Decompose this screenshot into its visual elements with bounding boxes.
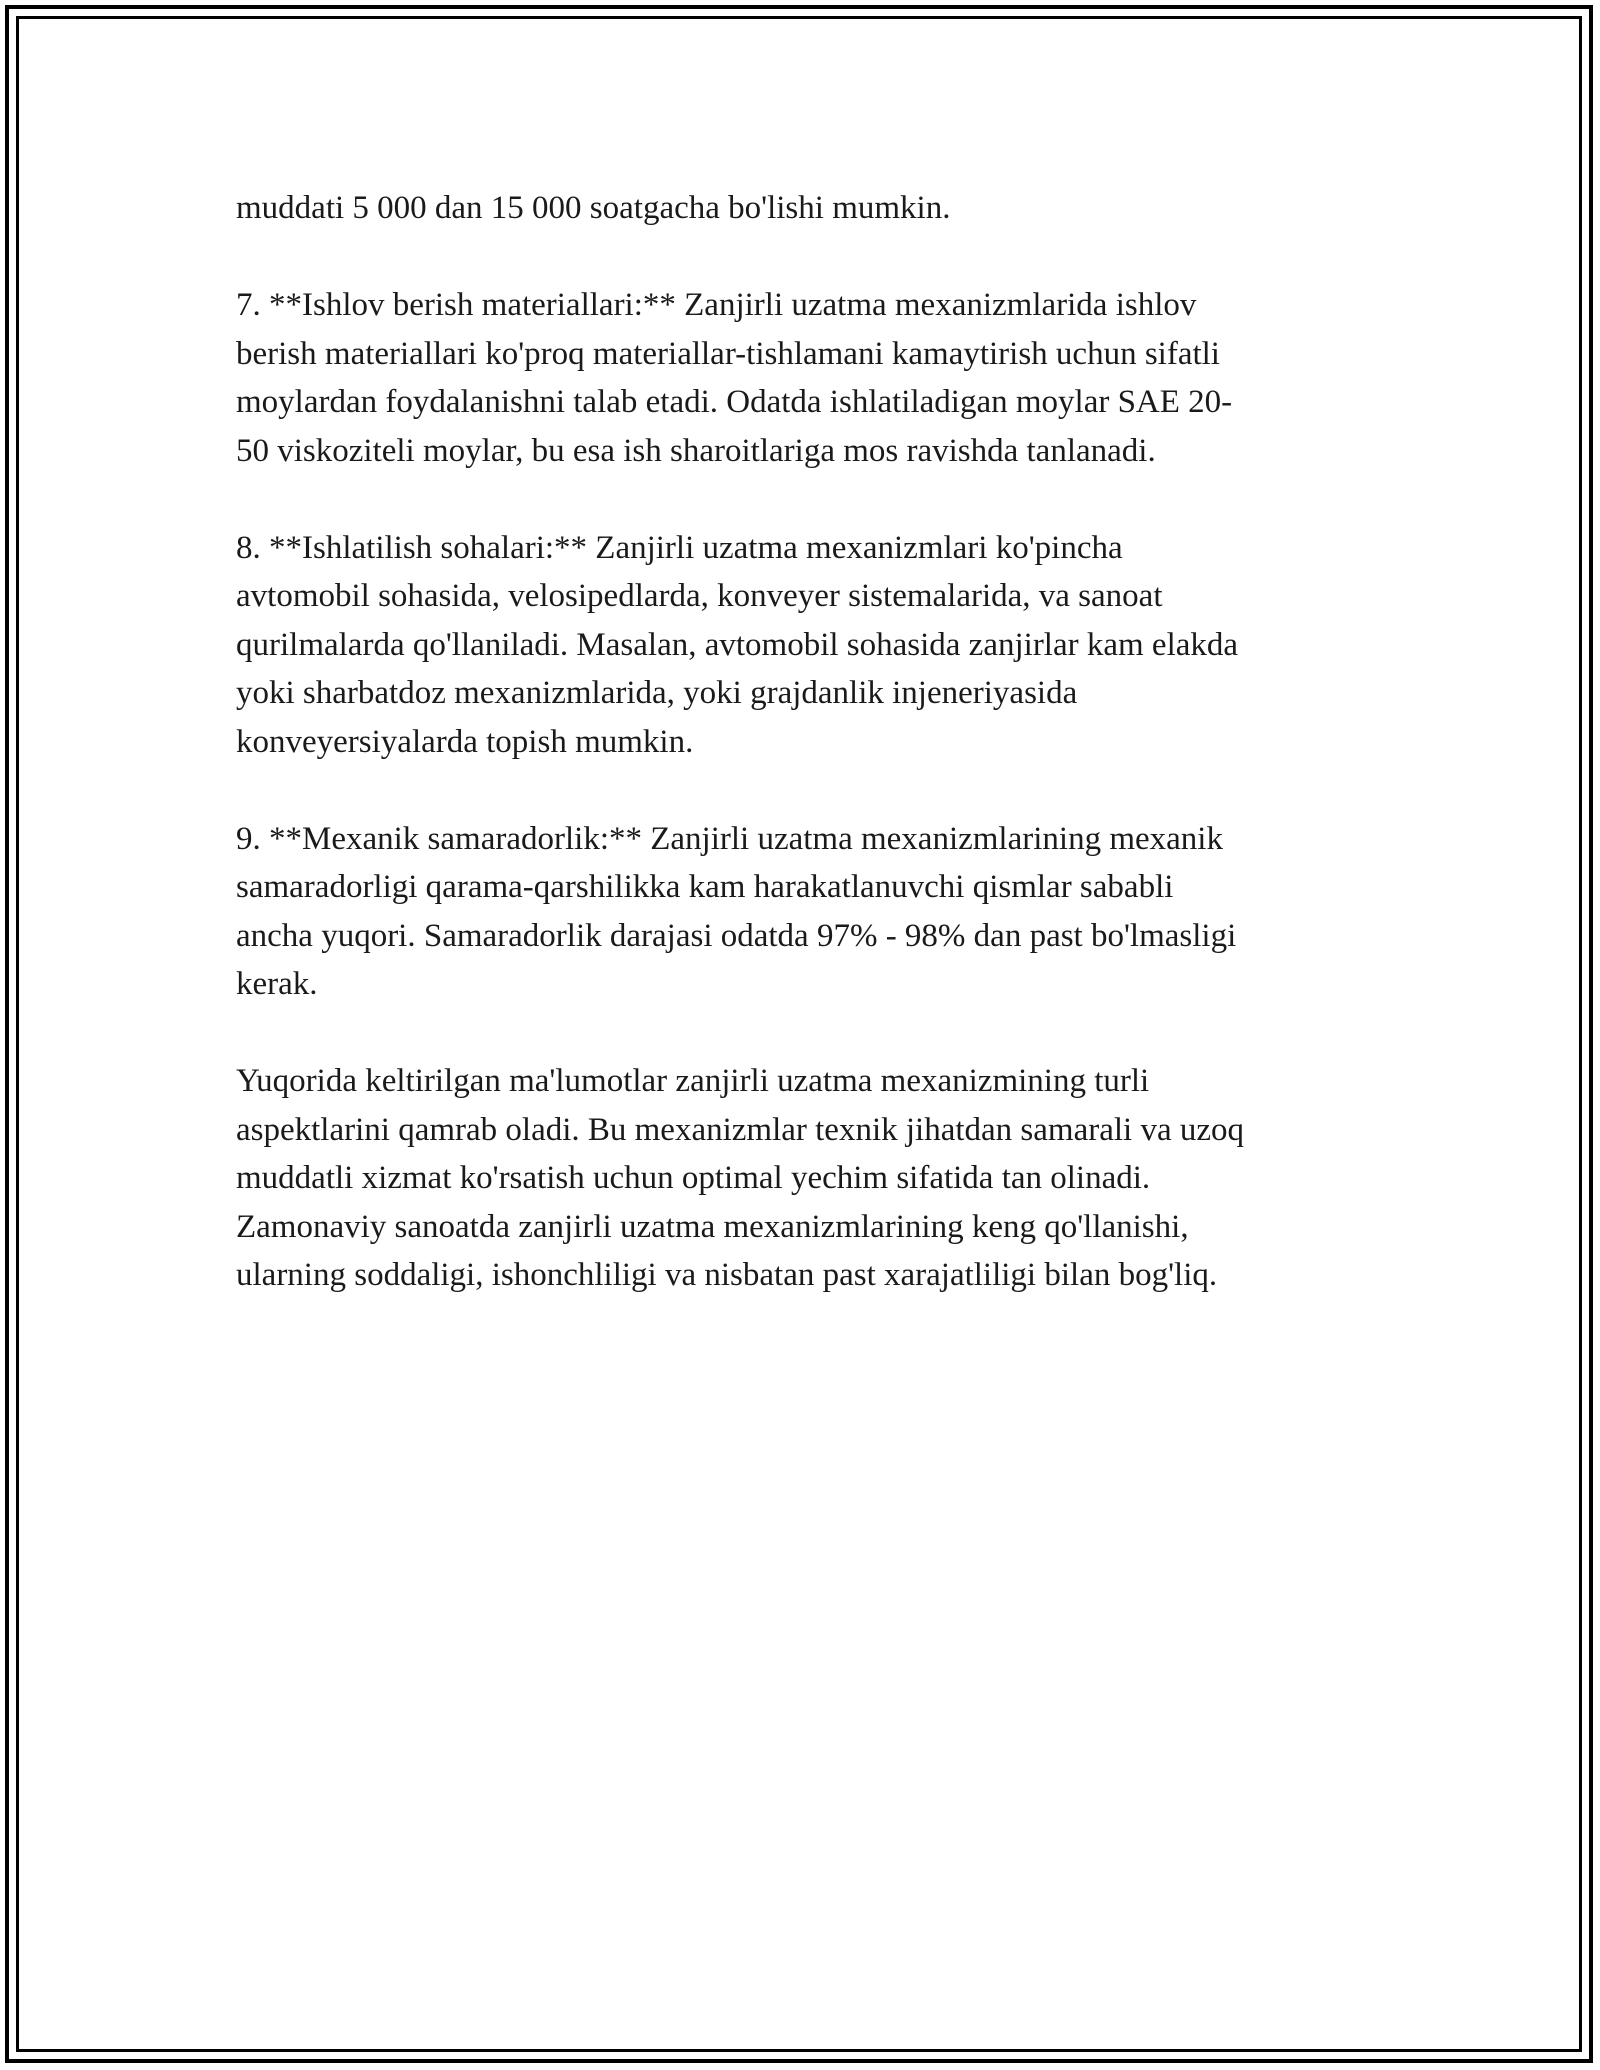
paragraph-item-8: 8. **Ishlatilish sohalari:** Zanjirli uzatma mexanizmlari ko'pincha avtomobil sohasida, velosipedlarda, konveyer sistemalarida, va sanoat qurilmalarda qo'llaniladi. Masalan, avtomobil sohasida zanjirlar kam elakda yoki sharbatdoz mexanizmlarida, yoki grajdanlik injeneriyasida konveyersiyalarda topish mumkin. (236, 529, 1239, 760)
document-body (236, 184, 1366, 1348)
paragraph-item-7: 7. **Ishlov berish materiallari:** Zanjirli uzatma mexanizmlarida ishlov berish materiallari ko'proq materiallar-tishlamani kamaytirish uchun sifatli moylardan foydalanishni talab etadi. Odatda ishlatiladigan moylar SAE 20- 50 viskoziteli moylar, bu esa ish sharoitlariga mos ravishda tanlanadi. (236, 287, 1233, 469)
paragraph-conclusion: Yuqorida keltirilgan ma'lumotlar zanjirli uzatma mexanizmining turli aspektlarini qamrab oladi. Bu mexanizmlar texnik jihatdan samarali va uzoq muddatli xizmat ko'rsatish uchun optimal yechim sifatida tan olinadi. Zamonaviy sanoatda zanjirli uzatma mexanizmlarining keng qo'llanishi, ularning soddaligi, ishonchliligi va nisbatan past xarajatliligi bilan bog'liq. (236, 1063, 1244, 1293)
paragraph-item-9: 9. **Mexanik samaradorlik:** Zanjirli uzatma mexanizmlarining mexanik samaradorligi qarama-qarshilikka kam harakatlanuvchi qismlar sababli ancha yuqori. Samaradorlik darajasi odatda 97% - 98% dan past bo'lmasligi kerak. (236, 820, 1237, 1002)
paragraph-continuation: muddati 5 000 dan 15 000 soatgacha bo'lishi mumkin. (236, 190, 951, 226)
